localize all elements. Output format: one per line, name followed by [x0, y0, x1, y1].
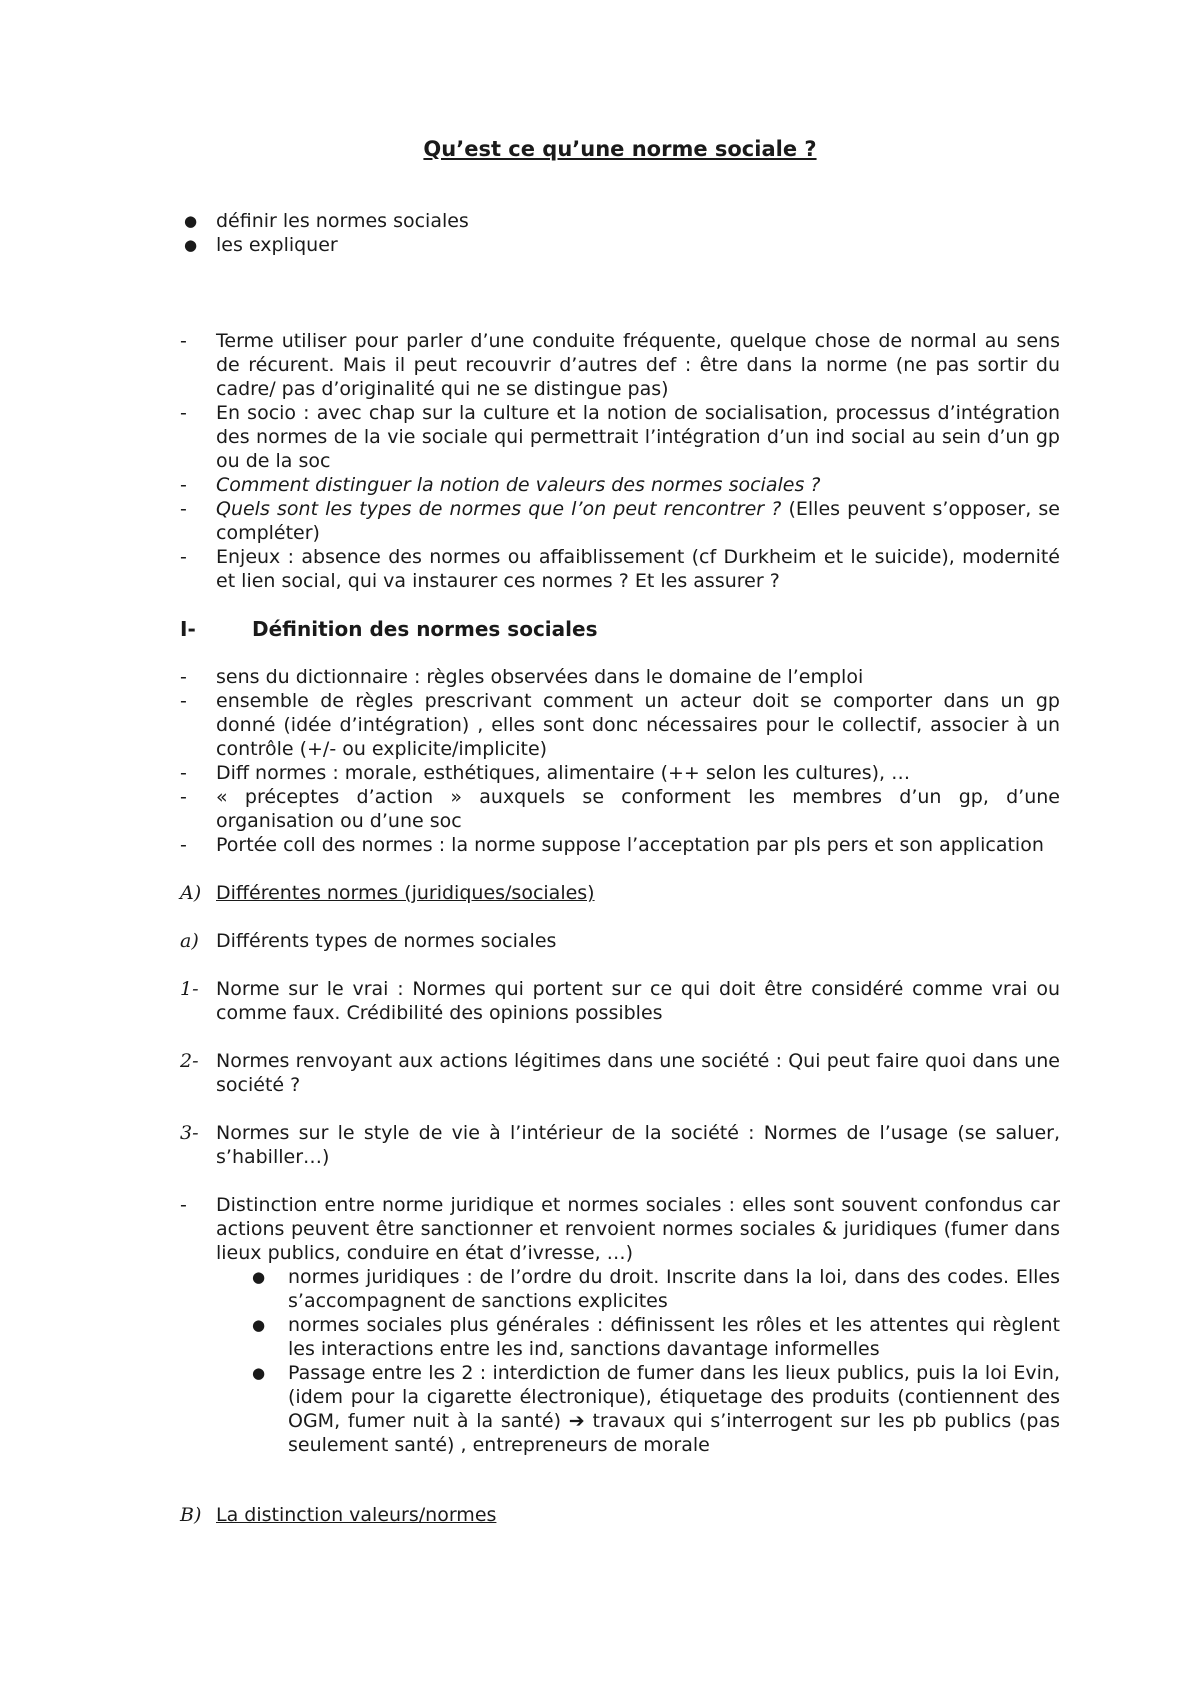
dash-marker: -	[180, 1194, 187, 1216]
dash-marker: -	[180, 546, 187, 568]
definition-item: - ensemble de règles prescrivant comment un acteur doit se comporter dans un gp donné (idée d’intégration) , elles sont donc nécessaires pour le collectif, associer à un contrôle (+/- ou explicite/implicite)	[180, 690, 1060, 760]
number-marker: 3-	[180, 1122, 199, 1144]
distinction-bullet: ● normes sociales plus générales : définissent les rôles et les attentes qui règlent les interactions entre les ind, sanctions davantage informelles	[252, 1314, 1060, 1360]
dash-marker: -	[180, 834, 187, 856]
distinction-bullet: ● normes juridiques : de l’ordre du droit. Inscrite dans la loi, dans des codes. Elles s’accompagnent de sanctions explicites	[252, 1266, 1060, 1312]
bullet-icon: ●	[252, 1268, 266, 1286]
subsection-heading	[180, 881, 1060, 905]
intro-item: - Comment distinguer la notion de valeurs des normes sociales ?	[180, 474, 821, 496]
subsubsection-title: Différents types de normes sociales	[216, 930, 557, 952]
numbered-item: 3- Normes sur le style de vie à l’intérieur de la société : Normes de l’usage (se saluer, s’habiller…)	[180, 1122, 1060, 1168]
bullet-icon: ●	[184, 212, 198, 230]
dash-marker: -	[180, 330, 187, 352]
numbered-item: 1- Norme sur le vrai : Normes qui portent sur ce qui doit être considéré comme vrai ou comme faux. Crédibilité des opinions possibles	[180, 978, 1060, 1024]
objective-item: ● les expliquer	[184, 234, 338, 256]
intro-item: - Enjeux : absence des normes ou affaiblissement (cf Durkheim et le suicide), modernité et lien social, qui va instaurer ces normes ? Et les assurer ?	[180, 546, 1060, 592]
bullet-icon: ●	[252, 1316, 266, 1334]
bullet-icon: ●	[184, 236, 198, 254]
dash-marker: -	[180, 786, 187, 808]
dash-marker: -	[180, 474, 187, 496]
definition-item: - sens du dictionnaire : règles observées dans le domaine de l’emploi	[180, 666, 864, 688]
subsection-marker: B)	[180, 1504, 202, 1526]
subsection-marker: A)	[180, 882, 202, 904]
section-number: I-	[180, 617, 196, 641]
bullet-icon: ●	[252, 1364, 266, 1382]
dash-marker: -	[180, 402, 187, 424]
definition-item: - « préceptes d’action » auxquels se conforment les membres d’un gp, d’une organisation ou d’une soc	[180, 786, 1060, 832]
subsubsection-heading	[180, 929, 1060, 953]
subsection-title: Différentes normes (juridiques/sociales)	[216, 882, 595, 904]
intro-item: - En socio : avec chap sur la culture et la notion de socialisation, processus d’intégration des normes de la vie sociale qui permettrait l’intégration d’un ind social au sein d’un gp ou de la soc	[180, 402, 1060, 472]
arrow-icon: ➔	[568, 1410, 585, 1432]
dash-marker: -	[180, 690, 187, 712]
distinction-item: - Distinction entre norme juridique et normes sociales : elles sont souvent confondus car actions peuvent être sanctionner et renvoient normes sociales & juridiques (fumer dans lieux publics, conduire en état d’ivresse, …)	[180, 1194, 1060, 1264]
intro-item: - Quels sont les types de normes que l’on peut rencontrer ? (Elles peuvent s’opposer, se compléter)	[180, 498, 1060, 544]
intro-item: - Terme utiliser pour parler d’une conduite fréquente, quelque chose de normal au sens de récurent. Mais il peut recouvrir d’autres def : être dans la norme (ne pas sortir du cadre/ pas d’originalité qui ne se distingue pas)	[180, 330, 1060, 400]
number-marker: 1-	[180, 978, 199, 1000]
subsubsection-marker: a)	[180, 930, 199, 952]
definition-item: - Portée coll des normes : la norme suppose l’acceptation par pls pers et son application	[180, 834, 1044, 856]
section-title: Définition des normes sociales	[252, 617, 598, 641]
objective-item: ● définir les normes sociales	[184, 210, 469, 232]
document-body	[180, 135, 1060, 1527]
numbered-item: 2- Normes renvoyant aux actions légitimes dans une société : Qui peut faire quoi dans une société ?	[180, 1050, 1060, 1096]
dash-marker: -	[180, 498, 187, 520]
section-heading	[180, 617, 1060, 641]
dash-marker: -	[180, 762, 187, 784]
subsection-title: La distinction valeurs/normes	[216, 1504, 497, 1526]
page-title: Qu’est ce qu’une norme sociale ?	[423, 137, 817, 161]
dash-marker: -	[180, 666, 187, 688]
distinction-bullet: ● Passage entre les 2 : interdiction de fumer dans les lieux publics, puis la loi Evin, (idem pour la cigarette électronique), étiquetage des produits (contiennent des OGM, fumer nuit à la santé) ➔ travaux qui s’interrogent sur les pb publics (pas seulement santé) , entrepreneurs de morale	[252, 1362, 1060, 1456]
number-marker: 2-	[180, 1050, 199, 1072]
definition-item: - Diff normes : morale, esthétiques, alimentaire (++ selon les cultures), …	[180, 762, 911, 784]
subsection-heading	[180, 1503, 1060, 1527]
